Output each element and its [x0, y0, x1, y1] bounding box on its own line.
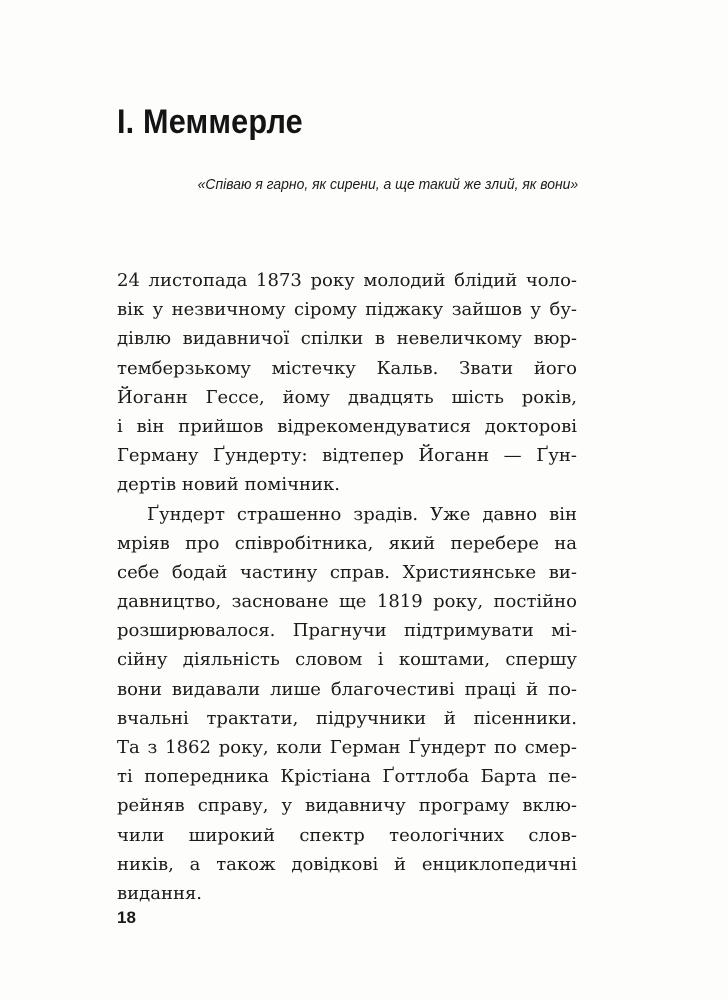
text-line: вчальні трактати, підручники й пісенники.	[117, 707, 577, 729]
page-number: 18	[117, 908, 136, 927]
text-line: розширювалося. Прагнучи підтримувати мі-	[117, 620, 577, 642]
text-line: ті попередника Крістіана Ґоттлоба Барта пе-	[117, 766, 577, 788]
text-line: Герману Ґундерту: відтепер Йоганн — Ґун-	[117, 445, 577, 467]
text-line: видання.	[117, 882, 203, 904]
text-line: темберзькому містечку Кальв. Звати його	[117, 357, 577, 379]
text-line: вік у незвичному сірому піджаку зайшов у бу-	[117, 299, 577, 321]
body-text	[117, 266, 577, 908]
text-line: мріяв про співробітника, який перебере на	[117, 532, 577, 554]
epigraph: «Співаю я гарно, як сирени, а ще такий же злий, як вони»	[197, 176, 578, 193]
chapter-title: I. Меммерле	[117, 103, 303, 141]
text-line: ників, а також довідкові й енциклопедичні	[117, 853, 577, 875]
text-line: Ґундерт страшенно зрадів. Уже давно він	[147, 503, 577, 525]
paragraph-1	[117, 266, 577, 500]
text-line: чили широкий спектр теологічних слов-	[117, 824, 577, 846]
text-line: Йоганн Гессе, йому двадцять шість років,	[117, 386, 577, 408]
text-line: дертів новий помічник.	[117, 474, 340, 496]
text-line: себе бодай частину справ. Християнське ви-	[117, 561, 577, 583]
text-line: дівлю видавничої спілки в невеличкому вюр-	[117, 328, 577, 350]
text-line: і він прийшов відрекомендуватися докторові	[117, 415, 577, 437]
text-line: вони видавали лише благочестиві праці й по-	[117, 678, 577, 700]
text-line: давництво, засноване ще 1819 року, постійно	[117, 591, 577, 613]
text-line: Та з 1862 року, коли Герман Ґундерт по смер-	[117, 737, 577, 758]
text-line: сійну діяльність словом і коштами, спершу	[117, 649, 577, 671]
text-line: рейняв справу, у видавничу програму вклю-	[117, 795, 577, 817]
paragraph-2	[117, 500, 577, 909]
text-line: 24 листопада 1873 року молодий блідий чоло-	[117, 270, 577, 291]
